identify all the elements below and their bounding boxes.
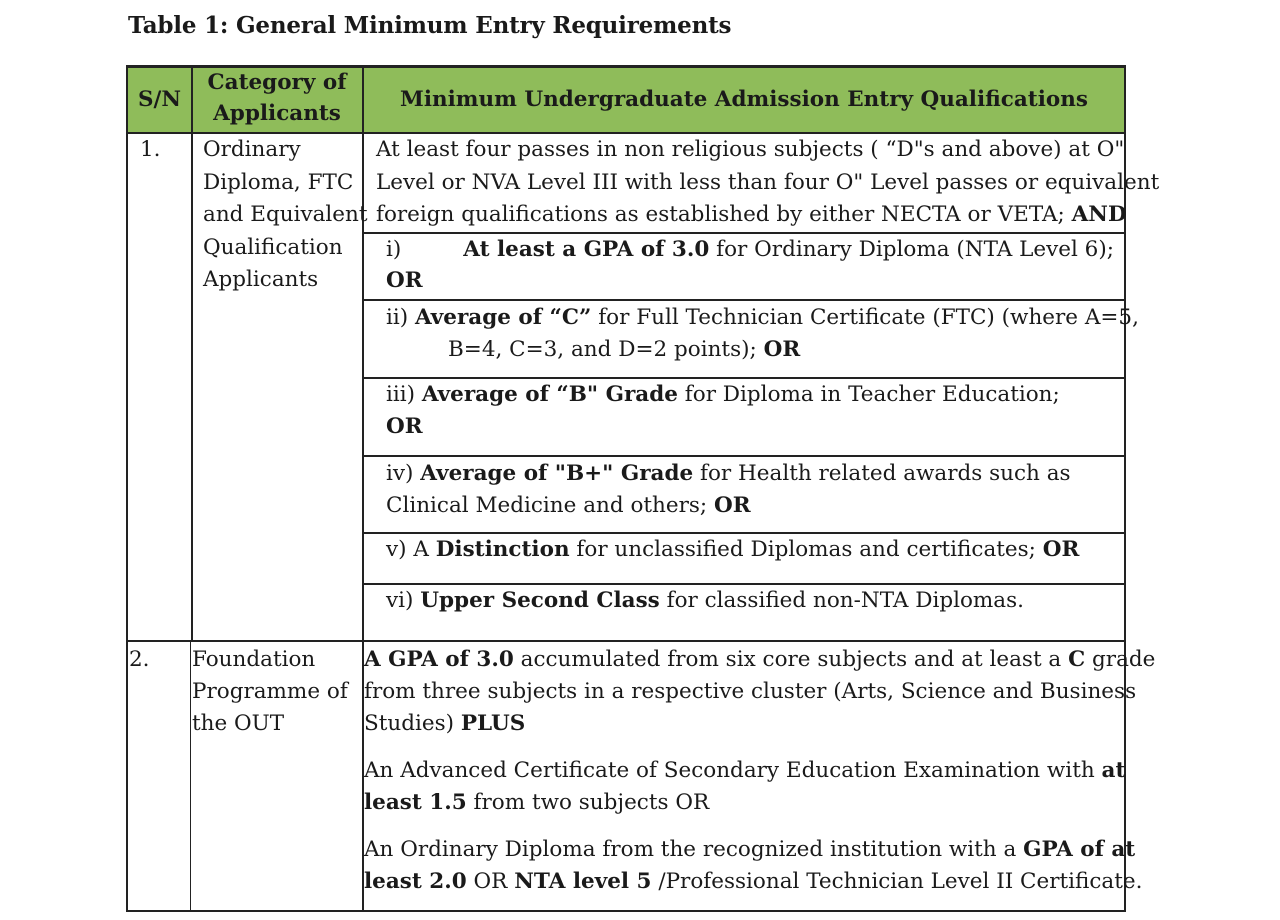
option-bold: Average of “B" Grade (421, 382, 678, 407)
option-bold: Average of “C” (414, 305, 592, 330)
option-number: v) (386, 537, 407, 562)
header-category-line2: Applicants (213, 101, 341, 126)
option-i-line1 (386, 234, 1114, 267)
option-iv-line1 (386, 458, 1071, 491)
intro-and: AND (1071, 202, 1127, 227)
option-bold: Distinction (435, 537, 570, 562)
option-border (363, 455, 1125, 457)
p2-text: from two subjects OR (473, 790, 710, 815)
row2-p2-line2 (364, 787, 709, 820)
row1-category-line: Qualification (203, 235, 343, 260)
row-divider (126, 640, 1125, 642)
option-number: vi) (386, 588, 414, 613)
option-or: OR (386, 414, 423, 439)
option-text: for Full Technician Certificate (FTC) (where A=5, (598, 305, 1139, 330)
option-text: for Health related awards such as (700, 461, 1071, 486)
row2-p2-line1 (364, 755, 1125, 788)
p1-bold: A GPA of 3.0 (364, 647, 514, 672)
table-bottom-border (126, 910, 1125, 912)
option-i-line2 (386, 265, 423, 298)
option-text: for unclassified Diplomas and certificates; (576, 537, 1036, 562)
row1-category-line: Ordinary (203, 137, 301, 162)
table-left-border (126, 65, 128, 912)
option-text: A (413, 537, 429, 562)
option-iv-line2 (386, 490, 751, 523)
p3-bold: least 2.0 (364, 869, 467, 894)
option-number: iii) (386, 382, 416, 407)
column-divider-sn-row2 (190, 641, 191, 912)
row2-p1-line3 (364, 708, 525, 741)
row1-category-line: Diploma, FTC (203, 170, 354, 195)
option-bold: At least a GPA of 3.0 (463, 237, 710, 262)
row2-category-line: Programme of (192, 679, 348, 704)
row1-sn: 1. (140, 137, 161, 162)
option-text: for Ordinary Diploma (NTA Level 6); (716, 237, 1114, 262)
row1-intro-line3 (376, 199, 1127, 232)
p3-bold: GPA of at (1023, 837, 1136, 862)
column-divider-sn (191, 65, 193, 642)
p3-text: /Professional Technician Level II Certificate. (658, 869, 1143, 894)
p3-text: OR (473, 869, 508, 894)
row1-intro-line2: Level or NVA Level III with less than four O" Level passes or equivalent (376, 170, 1160, 195)
option-or: OR (763, 337, 801, 362)
row2-sn: 2. (129, 647, 150, 672)
p1-plus: PLUS (460, 711, 526, 736)
p3-text: An Ordinary Diploma from the recognized institution with a (364, 837, 1017, 862)
intro-text: foreign qualifications as established by either NECTA or VETA; (376, 202, 1065, 227)
p1-text: Studies) (364, 711, 454, 736)
option-number: i) (386, 237, 402, 262)
option-number: iv) (386, 461, 414, 486)
option-text: B=4, C=3, and D=2 points); (448, 337, 757, 362)
p1-text: grade (1092, 647, 1156, 672)
option-bold: Upper Second Class (420, 588, 660, 613)
option-bold: Average of "B+" Grade (420, 461, 694, 486)
option-ii-line1 (386, 302, 1139, 335)
option-or: OR (386, 268, 423, 293)
header-category-line1: Category of (207, 70, 347, 95)
option-iii-line2 (386, 411, 423, 444)
option-vi-line1 (386, 585, 1024, 618)
option-number: ii) (386, 305, 409, 330)
p2-text: An Advanced Certificate of Secondary Education Examination with (364, 758, 1095, 783)
p1-text: accumulated from six core subjects and at least a (520, 647, 1062, 672)
row2-category-line: Foundation (192, 647, 316, 672)
row2-p1-line2: from three subjects in a respective cluster (Arts, Science and Business (364, 679, 1137, 704)
row2-p3-line1 (364, 834, 1135, 867)
row1-category-line: Applicants (203, 267, 319, 292)
header-qualifications: Minimum Undergraduate Admission Entry Qualifications (400, 87, 1088, 112)
option-ii-line2 (448, 334, 800, 367)
option-text: Clinical Medicine and others; (386, 493, 708, 518)
option-iii-line1 (386, 379, 1060, 412)
p3-bold: NTA level 5 (514, 869, 652, 894)
p2-bold: at (1101, 758, 1126, 783)
row2-p1-line1 (364, 644, 1155, 677)
option-text: for Diploma in Teacher Education; (684, 382, 1060, 407)
row1-intro-line1: At least four passes in non religious subjects ( “D"s and above) at O" (376, 137, 1125, 162)
header-sn: S/N (137, 87, 182, 112)
p2-bold: least 1.5 (364, 790, 467, 815)
row2-p3-line2 (364, 866, 1142, 899)
option-v-line1 (386, 534, 1079, 567)
row1-category-line: and Equivalent (203, 202, 368, 227)
p1-bold: C (1068, 647, 1086, 672)
option-text: for classified non-NTA Diplomas. (666, 588, 1024, 613)
option-border (363, 299, 1125, 301)
option-or: OR (1042, 537, 1080, 562)
option-or: OR (714, 493, 751, 518)
row2-category-line: the OUT (192, 711, 285, 736)
table-caption: Table 1: General Minimum Entry Requirements (128, 12, 732, 39)
